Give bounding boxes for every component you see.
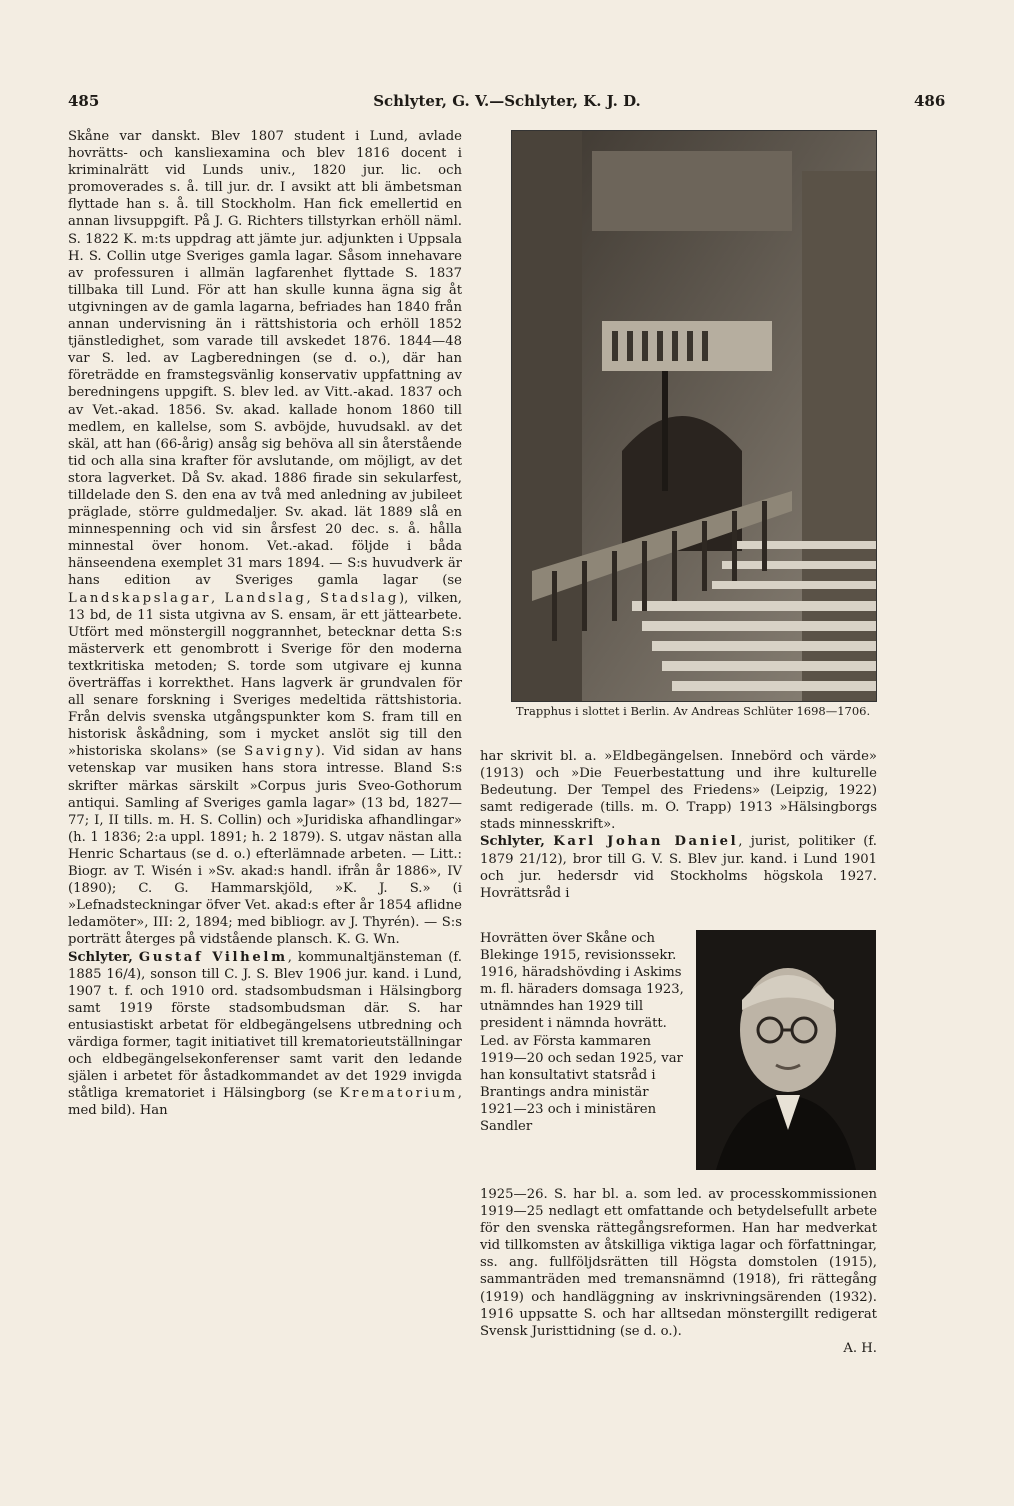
article-karl-intro xyxy=(480,833,877,901)
lemma-headword: Schlyter, xyxy=(480,834,545,850)
cross-ref-stadslag[interactable]: Stadslag xyxy=(319,590,400,606)
paragraph-text: 1925—26. S. har bl. a. som led. av processkommissionen 1919—25 nedlagt ett omfattande och betydelsefullt arbete för den svenska rättegångsreformen. Han har medverkat vid tillkomsten av åtskilliga viktiga lagar och författningar, ss. ang. fullföljdsrätten till Högsta domstolen (1915), sammanträden med tremansnämnd (1918), fri rättegång (1919) och handläggning av inskrivningsärenden (1932). 1916 uppsatte S. och har alltsedan mönstergillt redigerat Svensk Juristtidning (se d. o.). xyxy=(480,1187,877,1339)
article-karl-wrapped: Hovrätten över Skåne och Blekinge 1915, revisionssekr. 1916, häradshövding i Askims m. fl. häraders domsaga 1923, utnämndes han 1929 till president i nämnda hovrätt. Led. av Första kammaren 1919—20 och sedan 1925, var han konsultativt statsråd i Brantings andra ministär 1921—23 och i ministären Sandler xyxy=(480,931,684,1135)
cross-ref-landslag[interactable]: Landslag xyxy=(224,590,307,606)
cross-ref-krematorium[interactable]: Krematorium xyxy=(339,1086,458,1102)
cross-ref-savigny[interactable]: Savigny xyxy=(244,744,316,760)
staircase-illustration xyxy=(512,131,876,701)
paragraph-text: ). Vid sidan av hans vetenskap var musiken hans stora intresse. Bland S:s skrifter märkas särskilt »Corpus juris Sveo-Gothorum antiqui. Samling af Sveriges gamla lagar» (13 bd, 1827—77; I, II tills. m. H. S. Collin) och »Juridiska afhandlingar» (h. 1 1836; 2:a uppl. 1891; h. 2 1879). S. utgav nästan alla Henric Schartaus (se d. o.) efterlämnade arbeten. — Litt.: Biogr. av T. Wisén i »Sv. akad:s handl. ifrån år 1886», IV (1890); C. G. Hammarskjöld, »K. J. S.» (i »Lefnadsteckningar öfver Vet. akad:s efter år 1854 aflidne ledamöter», III: 2, 1894; med bibliogr. av J. Thyrén). — S:s porträtt återges på vidstående plansch. xyxy=(68,744,462,948)
article-gustaf xyxy=(68,949,462,1120)
page-number-right: 486 xyxy=(914,92,946,110)
paragraph-continuation: har skrivit bl. a. »Eldbegängelsen. Innebörd och värde» (1913) och »Die Feuerbestattung und ihre kulturelle Bedeutung. Der Tempel des Friedens» (Leipzig, 1922) samt redigerade (tills. m. O. Trapp) 1913 »Hälsingborgs stads minnesskrift». xyxy=(480,749,877,833)
running-title: Schlyter, G. V.—Schlyter, K. J. D. xyxy=(373,92,641,110)
page-number-left: 485 xyxy=(68,92,100,110)
page-header xyxy=(0,92,1014,116)
punct: , xyxy=(306,590,311,606)
paragraph-text: , kommunaltjänsteman (f. 1885 16/4), sonson till C. J. S. Blev 1906 jur. kand. i Lund, 1907 t. f. och 1910 ord. stadsombudsman i Hälsingborg samt 1919 förste stadsombudsman där. S. har entusiastiskt arbetat för eldbegängelsens utbredning och värdiga former, tagit initiativet till krematorieutställningar och eldbegängelsekonferenser samt varit den ledande själen i arbetet för åstadkommandet av det 1929 invigda ståtliga krematoriet i Hälsingborg (se xyxy=(68,949,462,1102)
lemma-headword: Schlyter, xyxy=(68,949,133,965)
lemma-name: Gustaf Vilhelm xyxy=(138,949,288,965)
left-column xyxy=(68,128,462,1119)
author-signature: A. H. xyxy=(843,1340,877,1356)
portrait-illustration xyxy=(696,930,876,1170)
right-column-top xyxy=(480,748,877,902)
lemma-name: Karl Johan Daniel xyxy=(553,834,739,850)
article-karl-end xyxy=(480,1186,877,1357)
punct: , xyxy=(211,590,216,606)
portrait-photo xyxy=(696,930,876,1170)
figure-caption: Trapphus i slottet i Berlin. Av Andreas Schlüter 1698—1706. xyxy=(515,704,871,718)
paragraph-text: Skåne var danskt. Blev 1807 student i Lund, avlade hovrätts- och kansliexamina och blev 1816 docent i kriminalrätt vid Lunds univ., 1820 jur. lic. och promoverades s. å. till jur. dr. I avsikt att bli ämbetsman flyttade han s. å. till Stockholm. Han fick emellertid en annan livsuppgift. På J. G. Richters tillstyrkan erhöll näml. S. 1822 K. m:ts uppdrag att jämte jur. adjunkten i Uppsala H. S. Collin utge Sveriges gamla lagar. Såsom innehavare av professuren i allmän lagfarenhet flyttade S. 1837 tillbaka till Lund. För att han skulle kunna ägna sig åt utgivningen av de gamla lagarna, befriades han 1840 från annan undervisning än i rättshistoria och erhöll 1852 tjänstledighet, som varade till avskedet 1876. 1844—48 var S. led. av Lagberedningen (se d. o.), där han företrädde en framstegsvänlig konservativ uppfattning av beredningens uppgift. S. blev led. av Vitt.-akad. 1837 och av Vet.-akad. 1856. Sv. akad. kallade honom 1860 till medlem, en kallelse, som S. avböjde, huvudsakl. av det skäl, att han (66-årig) ansåg sig behöva all sin återstående tid och alla sina krafter för avslutande, om möjligt, av det stora lagverket. Då Sv. akad. 1886 firade sin sekularfest, tilldelade den S. den ena av två med anledning av jubileet präglade, större guldmedaljer. Sv. akad. lät 1889 slå en minnespenning och vid sin årsfest 20 dec. s. å. hålla minnestal över honom. Vet.-akad. följde i båda hänseendena exemplet 31 mars 1894. — S:s huvudverk är hans edition av Sveriges gamla lagar (se xyxy=(68,129,462,589)
cross-ref-landskapslagar[interactable]: Landskapslagar xyxy=(68,590,212,606)
article-paragraph xyxy=(68,128,462,949)
staircase-photo xyxy=(511,130,877,702)
author-signature: K. G. Wn. xyxy=(336,932,400,948)
paragraph-text: ), vilken, 13 bd, de 11 sista utgivna av S. ensam, är ett jättearbete. Utfört med mönstergill noggrannhet, betecknar detta S:s mästerverk ett genombrott i Sverige för den moderna textkritiska metoden; S. torde som utgivare ej kunna överträffas i korrekthet. Hans lagverk är grundvalen för all senare forskning i Sveriges medeltida rättshistoria. Från delvis svenska utgångspunkter kom S. fram till en historisk åskådning, som i mycket anslöt sig till den »historiska skolans» (se xyxy=(68,590,462,760)
paragraph-text: , med bild). Han xyxy=(68,1086,462,1119)
paragraph-text: , jurist, politiker (f. 1879 21/12), bror till G. V. S. Blev jur. kand. i Lund 1901 och jur. hedersdr vid Stockholms högskola 1927. Hovrättsråd i xyxy=(480,834,877,901)
